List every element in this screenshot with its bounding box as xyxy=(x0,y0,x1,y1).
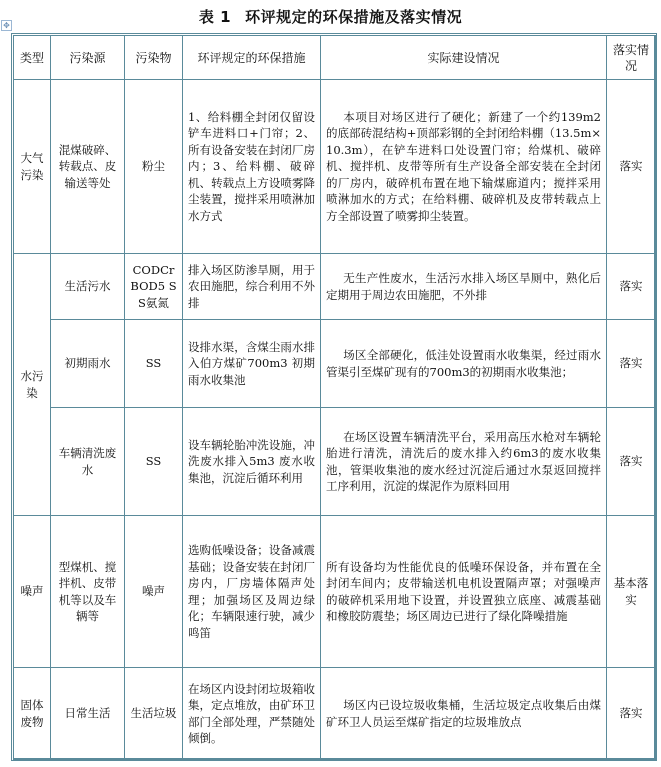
actual-cell: 本项目对场区进行了硬化；新建了一个约139m2的底部砖混结构+顶部彩钢的全封闭给料棚（13.5m×10.3m），在铲车进料口处设置门帘；给煤机、破碎机、搅拌机、皮带等所有生产设备全部安装在全封闭的厂房内，破碎机布置在地下输煤廊道内；搅拌采用喷淋加水的方式；在给料棚、破碎机及皮带转载点上方全部设置了喷雾抑尘装置。 xyxy=(321,80,607,254)
pollutant-cell: 噪声 xyxy=(125,516,183,668)
measure-cell: 在场区内设封闭垃圾箱收集，定点堆放，由矿环卫部门全部处理，严禁随处倾倒。 xyxy=(183,668,321,760)
status-cell: 落实 xyxy=(607,408,656,516)
pollutant-cell: SS xyxy=(125,320,183,408)
measure-cell: 设排水渠，含煤尘雨水排入伯方煤矿700m3 初期雨水收集池 xyxy=(183,320,321,408)
type-cell-water: 水污染 xyxy=(14,254,51,516)
source-cell: 生活污水 xyxy=(51,254,125,320)
actual-cell: 无生产性废水，生活污水排入场区旱厕中，熟化后定期用于周边农田施肥，不外排 xyxy=(321,254,607,320)
actual-cell: 所有设备均为性能优良的低噪环保设备，并布置在全封闭车间内；皮带输送机电机设置隔声罩；对强噪声的破碎机采用地下设置，并设置独立底座、减震基础和橡胶防震垫；场区周边已进行了绿化降噪措施 xyxy=(321,516,607,668)
measures-table xyxy=(13,35,656,760)
source-cell: 混煤破碎、转载点、皮输送等处 xyxy=(51,80,125,254)
table-row xyxy=(14,668,656,760)
source-cell: 型煤机、搅拌机、皮带机等以及车辆等 xyxy=(51,516,125,668)
status-cell: 落实 xyxy=(607,80,656,254)
pollutant-cell: CODCr BOD5 SS氨氮 xyxy=(125,254,183,320)
table-row xyxy=(14,408,656,516)
table-row xyxy=(14,320,656,408)
source-cell: 初期雨水 xyxy=(51,320,125,408)
header-row xyxy=(14,36,656,80)
header-type: 类型 xyxy=(14,36,51,80)
actual-cell: 在场区设置车辆清洗平台，采用高压水枪对车辆轮胎进行清洗，清洗后的废水排入约6m3的废水收集池，管渠收集池的废水经过沉淀后通过水泵返回搅拌工序利用，沉淀的煤泥作为原料回用 xyxy=(321,408,607,516)
measure-cell: 选购低噪设备；设备减震基础；设备安装在封闭厂房内，厂房墙体隔声处理；加强场区及周边绿化；车辆限速行驶，减少鸣笛 xyxy=(183,516,321,668)
table-caption xyxy=(0,6,661,27)
header-pollutant: 污染物 xyxy=(125,36,183,80)
status-cell: 落实 xyxy=(607,668,656,760)
header-measure: 环评规定的环保措施 xyxy=(183,36,321,80)
pollutant-cell: 生活垃圾 xyxy=(125,668,183,760)
header-actual: 实际建设情况 xyxy=(321,36,607,80)
status-cell: 落实 xyxy=(607,320,656,408)
header-source: 污染源 xyxy=(51,36,125,80)
pollutant-cell: 粉尘 xyxy=(125,80,183,254)
type-cell-solid: 固体废物 xyxy=(14,668,51,760)
anchor-icon: ✥ xyxy=(1,20,12,31)
measure-cell: 设车辆轮胎冲洗设施，冲洗废水排入5m3 废水收集池，沉淀后循环利用 xyxy=(183,408,321,516)
source-cell: 日常生活 xyxy=(51,668,125,760)
type-cell-noise: 噪声 xyxy=(14,516,51,668)
type-cell-air: 大气污染 xyxy=(14,80,51,254)
table-row xyxy=(14,254,656,320)
pollutant-cell: SS xyxy=(125,408,183,516)
actual-cell: 场区内已设垃圾收集桶，生活垃圾定点收集后由煤矿环卫人员运至煤矿指定的垃圾堆放点 xyxy=(321,668,607,760)
measure-cell: 排入场区防渗旱厕，用于农田施肥，综合利用不外排 xyxy=(183,254,321,320)
table-title: 环评规定的环保措施及落实情况 xyxy=(245,8,463,26)
table-row xyxy=(14,516,656,668)
actual-cell: 场区全部硬化，低洼处设置雨水收集渠，经过雨水管渠引至煤矿现有的700m3的初期雨水收集池； xyxy=(321,320,607,408)
measure-cell: 1、给料棚全封闭仅留设铲车进料口+门帘；2、所有设备安装在封闭厂房内；3、给料棚、破碎机、转载点上方设喷雾降尘装置，搅拌采用喷淋加水方式 xyxy=(183,80,321,254)
status-cell: 落实 xyxy=(607,254,656,320)
source-cell: 车辆清洗废水 xyxy=(51,408,125,516)
table-number: 表 1 xyxy=(198,8,232,26)
header-status: 落实情况 xyxy=(607,36,656,80)
table-row xyxy=(14,80,656,254)
status-cell: 基本落实 xyxy=(607,516,656,668)
